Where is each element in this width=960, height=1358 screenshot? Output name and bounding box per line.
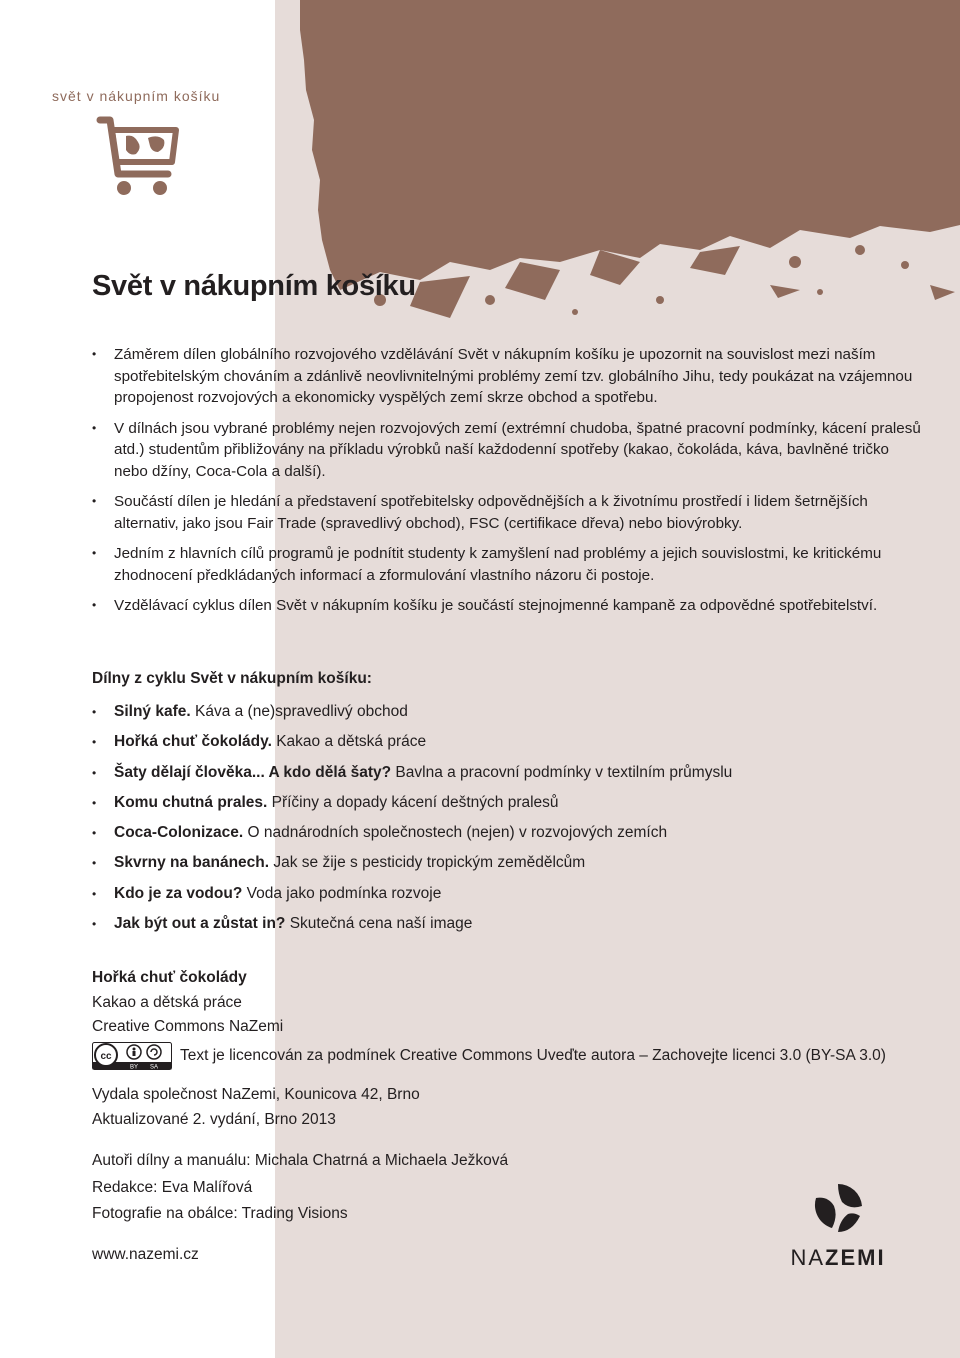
credits (92, 1150, 508, 1230)
page-title: Svět v nákupním košíku (92, 270, 416, 302)
intro-bullet: • Jedním z hlavních cílů programů je podnítit studenty k zamyšlení nad problémy a jejich souvislostmi, ke kritickému zhodnocení předkládaných informací a zformulování vlastního názoru či postoje. (92, 543, 922, 586)
colophon (92, 967, 932, 1071)
intro-bullet: • Vzdělávací cyklus dílen Svět v nákupním košíku je součástí stejnojmenné kampaně za odpovědné spotřebitelství. (92, 595, 922, 617)
workshop-desc: Příčiny a dopady kácení deštných pralesů (271, 793, 559, 811)
colophon-subtitle: Kakao a dětská práce (92, 993, 242, 1011)
edition: Aktualizované 2. vydání, Brno 2013 (92, 1111, 336, 1128)
workshop-item (92, 852, 922, 882)
workshop-name: Coca-Colonizace. (114, 824, 244, 842)
cover-photo-credit: Fotografie na obálce: Trading Visions (92, 1205, 348, 1222)
website-link[interactable]: www.nazemi.cz (92, 1246, 199, 1263)
workshop-item (92, 731, 922, 761)
workshop-item (92, 792, 922, 822)
workshop-name: Silný kafe. (114, 703, 191, 720)
license-text: Text je licencován za podmínek Creative Commons Uveďte autora – Zachovejte licenci 3.0 (BY-SA 3.0) (180, 1046, 886, 1064)
workshop-name: Šaty dělají člověka... A kdo dělá šaty? (114, 763, 392, 781)
intro-bullet: • V dílnách jsou vybrané problémy nejen rozvojových zemí (extrémní chudoba, špatné pracovní podmínky, kácení pralesů atd.) studentům přibližovány na příkladu výrobků naší každodenní spotřeby (kakao, čokoláda, káva, bavlněné tričko nebo džíny, Coca-Cola a další). (92, 418, 922, 483)
editor: Redakce: Eva Malířová (92, 1178, 253, 1196)
workshop-item (92, 822, 922, 852)
colophon-title: Hořká chuť čokolády (92, 969, 247, 986)
workshop-name: Kdo je za vodou? (114, 884, 243, 902)
sa-label: SA (149, 1064, 159, 1070)
intro-bullet: • Součástí dílen je hledání a představení spotřebitelsky odpovědnějších a k životnímu prostředí i lidem šetrnějších alternativ, jako jsou Fair Trade (spravedlivý obchod), FSC (certifikace dřeva) nebo biovýrobky. (92, 491, 922, 534)
cc-by-sa-badge-icon (92, 1042, 172, 1070)
workshop-desc: Káva a (ne)spravedlivý obchod (195, 703, 408, 720)
workshop-desc: Skutečná cena naší image (289, 915, 473, 933)
workshop-desc: Kakao a dětská práce (276, 733, 427, 751)
workshop-name: Skvrny na banánech. (114, 854, 270, 872)
workshop-desc: Jak se žije s pesticidy tropickým zemědělcům (273, 854, 586, 872)
workshop-item (92, 701, 922, 731)
leaf-circle-logo-icon (810, 1180, 866, 1236)
workshop-desc: Voda jako podmínka rozvoje (246, 884, 442, 902)
intro-bullet: • Záměrem dílen globálního rozvojového vzdělávání Svět v nákupním košíku je upozornit na souvislost mezi naším spotřebitelským chováním a zdánlivě neovlivnitelnými problémy zemí tzv. globálního Jihu, tedy poukázat na vzájemnou propojenost rozvojových a ekonomicky vyspělých zemí skrze obchod a spotřebu. (92, 344, 922, 409)
workshop-name: Hořká chuť čokolády. (114, 733, 272, 751)
workshop-name: Komu chutná prales. (114, 793, 268, 811)
nazemi-logo (790, 1180, 886, 1271)
publisher: Vydala společnost NaZemi, Kounicova 42, Brno (92, 1086, 420, 1103)
logo-word-light: NA (790, 1245, 825, 1270)
workshop-name: Jak být out a zůstat in? (114, 915, 286, 933)
license-row (92, 1041, 932, 1071)
workshops-heading: Dílny z cyklu Svět v nákupním košíku: (92, 670, 372, 687)
workshop-list (92, 701, 922, 943)
license-holder: Creative Commons NaZemi (92, 1018, 284, 1035)
logo-word-bold: ZEMI (825, 1245, 886, 1270)
publication-info (92, 1084, 420, 1134)
workshop-item (92, 883, 922, 913)
authors: Autoři dílny a manuálu: Michala Chatrná a Michaela Ježková (92, 1152, 509, 1169)
workshop-item (92, 762, 922, 792)
workshop-item (92, 913, 922, 943)
intro-bullet-list (92, 344, 922, 626)
workshop-desc: Bavlna a pracovní podmínky v textilním průmyslu (395, 763, 733, 781)
logo-wordmark (790, 1245, 886, 1271)
shopping-cart-icon (96, 112, 182, 202)
header-tagline: svět v nákupním košíku (52, 88, 221, 104)
cc-symbol: cc (100, 1050, 112, 1062)
by-label: BY (129, 1064, 139, 1070)
workshop-desc: O nadnárodních společnostech (nejen) v rozvojových zemích (247, 824, 668, 842)
